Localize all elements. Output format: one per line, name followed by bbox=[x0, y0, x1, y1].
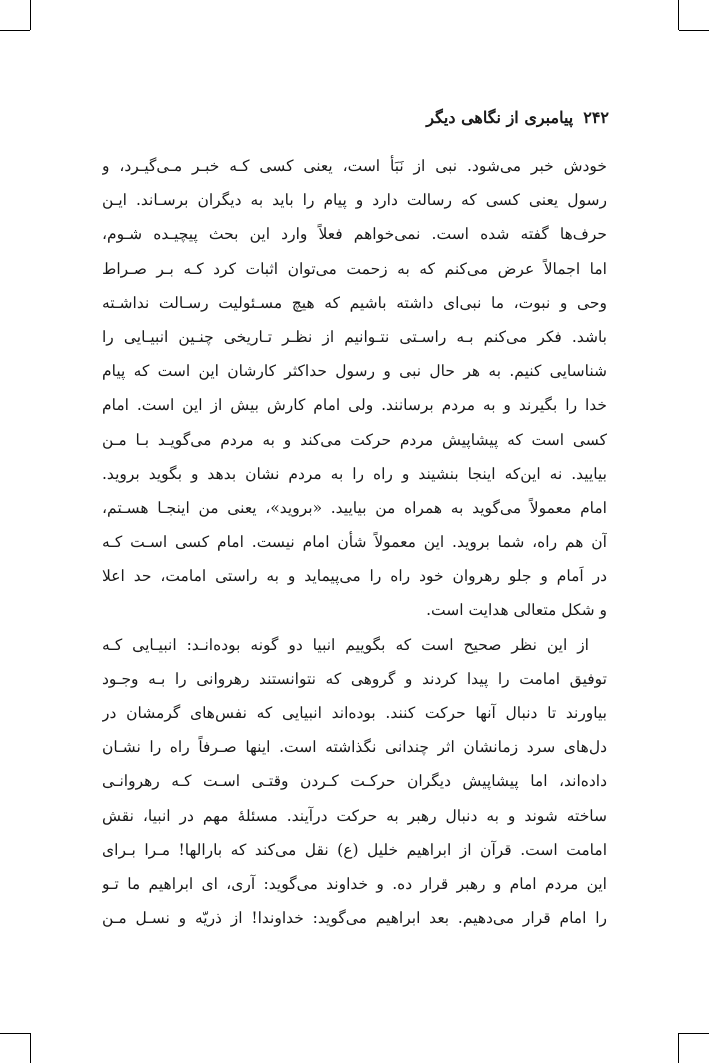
text-line: این مردم امام و رهبر قرار ده. و خداوند می‌گوید: آری، ای ابراهیم ما تـو bbox=[102, 874, 607, 893]
running-header bbox=[426, 108, 609, 127]
paragraph bbox=[102, 628, 607, 936]
text-line: آن هم راه، شما بروید. این معمولاً شأن امام نیست. امام کسی اسـت کـه bbox=[102, 533, 607, 552]
text-line: بیاورند تا دنبال آنها حرکت کنند. بوده‌اند انبیایی که نفس‌های گرمشان در bbox=[102, 704, 607, 722]
text-line: توفیق امامت را پیدا کردند و گروهی که نتوانستند رهروانی را بـه وجـود bbox=[102, 669, 607, 688]
crop-mark bbox=[0, 30, 30, 31]
crop-mark bbox=[678, 0, 679, 30]
text-line: دل‌های سرد زمانشان اثر چندانی نگذاشته است. اینها صـرفاً راه را نشـان bbox=[102, 738, 607, 757]
text-line: کسی است که پیشاپیش مردم حرکت می‌کند و به مردم می‌گویـد بـا مـن bbox=[102, 430, 607, 449]
text-line: داده‌اند، اما پیشاپیش دیگران حرکـت کـردن وقتـی اسـت کـه رهروانـی bbox=[102, 772, 607, 791]
text-line: ساخته شوند و به دنبال رهبر به حرکت درآیند. مسئلهٔ مهم در انبیا، نقش bbox=[102, 806, 607, 825]
text-line: شناسایی کنیم. به هر حال نبی و رسول حداکثر کارشان این است که پیام bbox=[102, 362, 607, 381]
text-line: از این نظر صحیح است که بگوییم انبیا دو گونه بوده‌انـد: انبیـایی کـه bbox=[102, 635, 589, 654]
text-line: اما اجمالاً عرض می‌کنم که به زحمت می‌توان اثبات کرد کـه بـر صـراط bbox=[102, 259, 607, 278]
text-line: امام معمولاً می‌گوید به همراه من بیایید. «بروید»، یعنی من اینجـا هسـتم، bbox=[102, 498, 607, 517]
text-line: خودش خبر می‌شود. نبی از نَبَأ است، یعنی کسی کـه خبـر مـی‌گیـرد، و bbox=[102, 157, 607, 175]
running-title: پیامبری از نگاهی دیگر bbox=[426, 108, 574, 127]
text-line: باشد. فکر می‌کنم بـه راسـتی نتـوانیم از نظـر تـاریخی چنـین انبیـایی را bbox=[102, 327, 607, 346]
text-line: حرف‌ها گفته شده است. نمی‌خواهم فعلاً وارد این بحث پیچیـده شـوم، bbox=[102, 225, 607, 244]
text-line: امامت است. قرآن از ابراهیم خلیل (ع) نقل می‌کند که بارالها! مـرا بـرای bbox=[102, 840, 607, 859]
text-line: رسول یعنی کسی که رسالت دارد و پیام را باید به دیگران برسـاند. ایـن bbox=[102, 191, 607, 210]
crop-mark bbox=[30, 0, 31, 30]
paragraph bbox=[102, 149, 607, 628]
text-line: خدا را بگیرند و به مردم برسانند. ولی امام کارش بیش از این است. امام bbox=[102, 396, 607, 415]
crop-mark bbox=[30, 1033, 31, 1063]
crop-mark bbox=[0, 1033, 30, 1034]
text-line: را امام قرار می‌دهیم. بعد ابراهیم می‌گوید: خداوندا! از ذریّه و نسـل مـن bbox=[102, 909, 607, 928]
text-line: بیایید. نه این‌که اینجا بنشیند و راه را به مردم نشان بدهد و بگوید بروید. bbox=[102, 464, 607, 483]
page-number: ۲۴۲ bbox=[583, 108, 609, 127]
text-line: و شکل متعالی هدایت است. bbox=[426, 601, 607, 620]
crop-mark bbox=[679, 1033, 709, 1034]
crop-mark bbox=[679, 30, 709, 31]
text-line: در اَمام و جلو رهروان خود راه را می‌پیماید و به راستی امامت، حد اعلا bbox=[102, 567, 607, 586]
crop-mark bbox=[678, 1033, 679, 1063]
text-line: وحی و نبوت، ما نبی‌ای داشته باشیم که هیچ مسـئولیت رسـالت نداشـته bbox=[102, 293, 607, 312]
body-text bbox=[102, 149, 607, 935]
